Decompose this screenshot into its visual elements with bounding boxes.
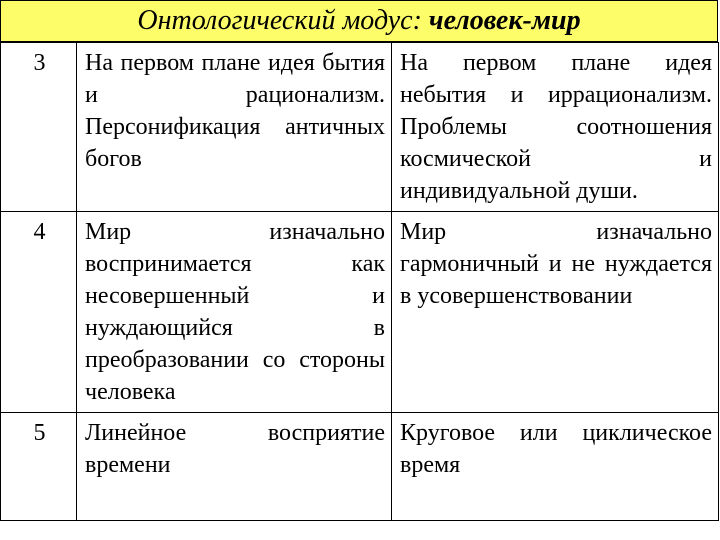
table-row bbox=[1, 212, 719, 413]
table-row bbox=[1, 413, 719, 521]
row-number: 4 bbox=[1, 212, 77, 413]
title-emphasis: человек-мир bbox=[428, 5, 581, 36]
row-number: 3 bbox=[1, 43, 77, 212]
left-cell: Линейное восприятие времени bbox=[77, 413, 392, 521]
left-cell: Мир изначально воспринимается как несовершенный и нуждающийся в преобразовании со стороны человека bbox=[77, 212, 392, 413]
comparison-table bbox=[0, 42, 719, 521]
table-title-banner bbox=[0, 0, 718, 42]
row-number: 5 bbox=[1, 413, 77, 521]
right-cell: Круговое или циклическое время bbox=[392, 413, 719, 521]
table-row bbox=[1, 43, 719, 212]
left-cell: На первом плане идея бытия и рационализм. Персонификация античных богов bbox=[77, 43, 392, 212]
right-cell: На первом плане идея небытия и иррационализм. Проблемы соотношения космической и индивидуальной души. bbox=[392, 43, 719, 212]
title-prefix: Онтологический модус: bbox=[137, 5, 422, 36]
right-cell: Мир изначально гармоничный и не нуждается в усовершенствовании bbox=[392, 212, 719, 413]
